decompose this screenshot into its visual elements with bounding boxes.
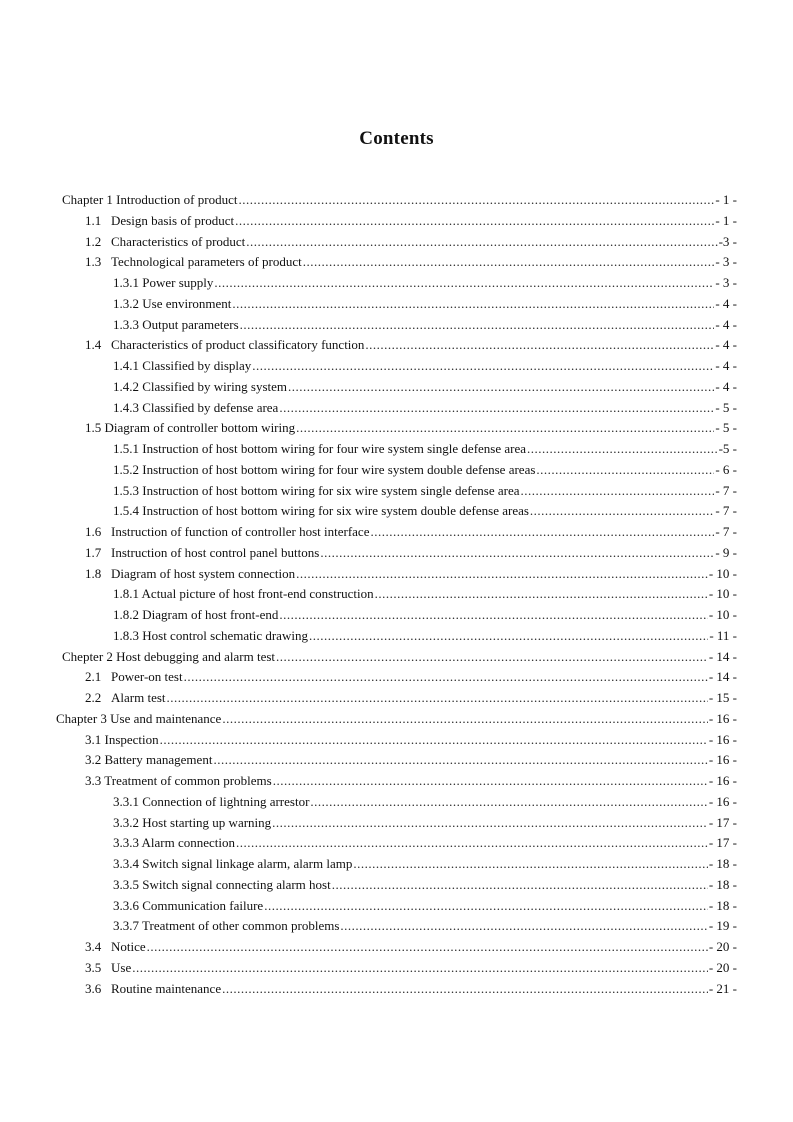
toc-page-number: - 7 -: [715, 482, 737, 498]
toc-entry[interactable]: [85, 667, 737, 687]
toc-entry[interactable]: [113, 854, 737, 874]
toc-entry[interactable]: [113, 273, 737, 293]
toc-page-number: - 5 -: [715, 399, 737, 415]
toc-dot-leader: [340, 916, 707, 936]
toc-entry-title: 1.8.1 Actual picture of host front-end construction: [113, 586, 374, 602]
toc-page-number: - 17 -: [708, 814, 737, 830]
toc-entry[interactable]: [85, 771, 737, 791]
toc-entry-title: 2.1 Power-on test: [85, 669, 183, 685]
toc-entry[interactable]: [85, 564, 737, 584]
toc-entry[interactable]: [113, 501, 737, 521]
toc-entry-title: 1.8.3 Host control schematic drawing: [113, 627, 308, 643]
toc-entry[interactable]: [113, 481, 737, 501]
toc-dot-leader: [132, 958, 708, 978]
toc-entry-title: 3.3.6 Communication failure: [113, 897, 264, 913]
toc-dot-leader: [353, 854, 707, 874]
toc-entry-title: 3.3.5 Switch signal connecting alarm host: [113, 876, 331, 892]
toc-entry[interactable]: [113, 833, 737, 853]
toc-dot-leader: [296, 418, 714, 438]
toc-entry[interactable]: [113, 315, 737, 335]
toc-entry-title: 1.4.1 Classified by display: [113, 358, 252, 373]
toc-page-number: - 4 -: [715, 378, 737, 394]
toc-entry-title: 1.3.3 Output parameters: [113, 316, 239, 332]
toc-entry-title: 3.3.2 Host starting up warning: [113, 814, 272, 830]
toc-entry[interactable]: [85, 232, 737, 252]
toc-entry-title: 1.5 Diagram of controller bottom wiring: [85, 420, 296, 436]
toc-page-number: - 16 -: [708, 752, 737, 768]
toc-dot-leader: [252, 356, 714, 376]
toc-entry-title: 1.5.4 Instruction of host bottom wiring for six wire system double defense areas: [113, 503, 529, 519]
toc-entry-title: 1.5.3 Instruction of host bottom wiring for six wire system single defense area: [113, 482, 520, 498]
toc-entry[interactable]: [85, 543, 737, 563]
toc-entry-title: 3.2 Battery management: [85, 752, 213, 768]
toc-page-number: - 10 -: [708, 607, 737, 622]
toc-entry-title: 3.3 Treatment of common problems: [85, 773, 272, 788]
toc-page-number: - 9 -: [715, 544, 737, 560]
toc-entry-title: 1.8.2 Diagram of host front-end: [113, 607, 279, 622]
toc-dot-leader: [303, 252, 715, 272]
toc-page-number: - 10 -: [708, 565, 737, 581]
toc-entry-title: 3.1 Inspection: [85, 731, 159, 747]
toc-entry[interactable]: [113, 875, 737, 895]
toc-page-number: - 18 -: [708, 897, 737, 913]
toc-page-number: - 7 -: [715, 524, 737, 539]
toc-page-number: - 14 -: [708, 648, 737, 664]
toc-dot-leader: [264, 896, 708, 916]
toc-page-number: - 7 -: [715, 503, 737, 519]
toc-dot-leader: [521, 481, 715, 501]
toc-dot-leader: [167, 688, 708, 708]
toc-entry[interactable]: [113, 896, 737, 916]
toc-entry-title: 3.3.4 Switch signal linkage alarm, alarm lamp: [113, 856, 353, 871]
toc-entry[interactable]: [85, 335, 737, 355]
toc-entry-title: 3.5 Use: [85, 959, 132, 975]
page-title: Contents: [359, 128, 434, 149]
toc-dot-leader: [527, 439, 718, 459]
toc-entry-title: 3.3.3 Alarm connection: [113, 835, 236, 851]
toc-entry[interactable]: [113, 398, 737, 418]
toc-dot-leader: [160, 730, 708, 750]
toc-dot-leader: [235, 211, 714, 231]
toc-entry[interactable]: [113, 439, 737, 459]
toc-entry-title: 1.2 Characteristics of product: [85, 233, 246, 249]
toc-entry[interactable]: [85, 418, 737, 438]
toc-page-number: - 3 -: [715, 254, 737, 270]
toc-page-number: - 3 -: [715, 275, 737, 290]
toc-entry-title: Chapter 3 Use and maintenance: [56, 710, 222, 726]
toc-entry[interactable]: [113, 916, 737, 936]
toc-dot-leader: [279, 605, 707, 625]
toc-entry-title: Chapter 1 Introduction of product: [62, 192, 238, 207]
toc-entry-title: 1.4 Characteristics of product classificatory function: [85, 337, 365, 353]
toc-entry-title: 3.3.1 Connection of lightning arrestor: [113, 793, 310, 809]
toc-entry[interactable]: [113, 626, 737, 646]
toc-dot-leader: [310, 792, 707, 812]
toc-entry-title: 3.6 Routine maintenance: [85, 980, 222, 996]
toc-page-number: - 1 -: [715, 212, 737, 228]
toc-entry[interactable]: [85, 750, 737, 770]
toc-entry[interactable]: [113, 460, 737, 480]
toc-dot-leader: [184, 667, 708, 687]
toc-entry-title: 2.2 Alarm test: [85, 690, 166, 705]
toc-entry-title: 1.3.1 Power supply: [113, 275, 214, 290]
toc-dot-leader: [332, 875, 708, 895]
toc-entry[interactable]: [85, 979, 737, 999]
toc-dot-leader: [279, 398, 714, 418]
toc-dot-leader: [309, 626, 708, 646]
toc-page-number: - 16 -: [708, 710, 737, 726]
toc-entry[interactable]: [113, 377, 737, 397]
toc-dot-leader: [365, 335, 714, 355]
toc-entry[interactable]: [113, 792, 737, 812]
toc-entry-title: 1.7 Instruction of host control panel buttons: [85, 544, 320, 560]
toc-page-number: - 16 -: [708, 731, 737, 747]
toc-dot-leader: [375, 584, 708, 604]
toc-entry-title: 3.3.7 Treatment of other common problems: [113, 918, 340, 934]
toc-dot-leader: [222, 979, 708, 999]
toc-dot-leader: [246, 232, 717, 252]
toc-page-number: - 5 -: [715, 420, 737, 436]
toc-dot-leader: [536, 460, 714, 480]
toc-entry[interactable]: [85, 252, 737, 272]
toc-entry[interactable]: [85, 211, 737, 231]
toc-page-number: -5 -: [718, 441, 737, 456]
toc-page-number: - 18 -: [708, 856, 737, 871]
toc-page-number: - 11 -: [709, 627, 737, 643]
toc-page-number: - 19 -: [708, 918, 737, 934]
toc-page-number: - 6 -: [715, 461, 737, 477]
toc-entry[interactable]: [113, 356, 737, 376]
toc-page-number: - 4 -: [715, 295, 737, 311]
toc-entry-title: 1.4.2 Classified by wiring system: [113, 378, 288, 394]
toc-entry-title: 1.6 Instruction of function of controller host interface: [85, 524, 370, 539]
toc-page-number: - 14 -: [708, 669, 737, 685]
toc-entry[interactable]: [62, 647, 737, 667]
toc-dot-leader: [240, 315, 715, 335]
toc-dot-leader: [232, 294, 714, 314]
toc-dot-leader: [147, 937, 708, 957]
toc-page-number: - 20 -: [708, 959, 737, 975]
toc-page-number: - 21 -: [708, 980, 737, 996]
toc-dot-leader: [213, 750, 707, 770]
toc-entry-title: 1.4.3 Classified by defense area: [113, 399, 279, 415]
toc-entry[interactable]: [85, 688, 737, 708]
toc-dot-leader: [222, 709, 708, 729]
toc-entry-title: 1.3.2 Use environment: [113, 295, 232, 311]
toc-dot-leader: [288, 377, 714, 397]
toc-entry[interactable]: [56, 709, 737, 729]
toc-dot-leader: [238, 190, 714, 210]
toc-dot-leader: [276, 647, 708, 667]
toc-entry[interactable]: [113, 605, 737, 625]
toc-entry[interactable]: [85, 958, 737, 978]
toc-page-number: - 1 -: [715, 192, 737, 207]
toc-page-number: - 4 -: [715, 358, 737, 373]
toc-entry-title: 1.8 Diagram of host system connection: [85, 565, 296, 581]
toc-dot-leader: [296, 564, 708, 584]
toc-page-number: -3 -: [718, 233, 737, 249]
toc-page-number: - 16 -: [708, 773, 737, 788]
toc-page-number: - 20 -: [708, 939, 737, 954]
toc-page-number: - 4 -: [715, 337, 737, 353]
toc-entry-title: Chepter 2 Host debugging and alarm test: [62, 648, 276, 664]
toc-dot-leader: [530, 501, 714, 521]
toc-page-number: - 17 -: [708, 835, 737, 851]
toc-entry[interactable]: [113, 584, 737, 604]
toc-entry[interactable]: [62, 190, 737, 210]
toc-page-number: - 10 -: [708, 586, 737, 602]
toc-entry-title: 3.4 Notice: [85, 939, 146, 954]
toc-entry[interactable]: [85, 522, 737, 542]
toc-entry-title: 1.5.2 Instruction of host bottom wiring for four wire system double defense areas: [113, 461, 536, 477]
toc-dot-leader: [272, 813, 708, 833]
toc-entry-title: 1.5.1 Instruction of host bottom wiring for four wire system single defense area: [113, 441, 527, 456]
toc-entry-title: 1.1 Design basis of product: [85, 212, 235, 228]
toc-entry-title: 1.3 Technological parameters of product: [85, 254, 302, 270]
toc-dot-leader: [370, 522, 714, 542]
toc-page-number: - 16 -: [708, 793, 737, 809]
toc-page-number: - 4 -: [715, 316, 737, 332]
toc-entry[interactable]: [85, 730, 737, 750]
toc-dot-leader: [236, 833, 708, 853]
toc-page-number: - 15 -: [708, 690, 737, 705]
toc-page-number: - 18 -: [708, 876, 737, 892]
toc-dot-leader: [273, 771, 708, 791]
toc-dot-leader: [320, 543, 714, 563]
toc-dot-leader: [214, 273, 714, 293]
toc-entry[interactable]: [113, 813, 737, 833]
toc-entry[interactable]: [113, 294, 737, 314]
toc-entry[interactable]: [85, 937, 737, 957]
